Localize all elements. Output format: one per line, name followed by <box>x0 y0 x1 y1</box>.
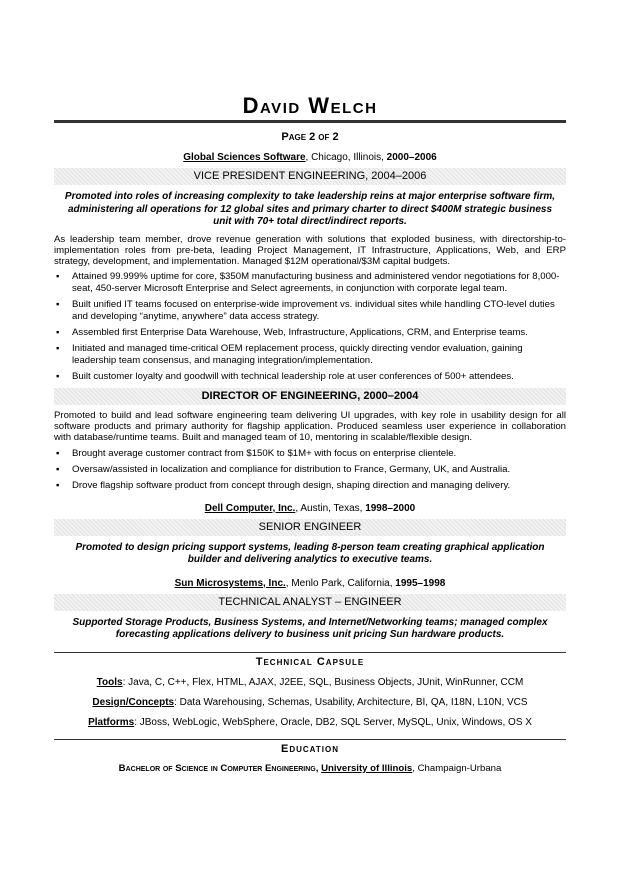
list-item: ▪ Brought average customer contract from $150K to $1M+ with focus on enterprise clientele. <box>56 447 457 459</box>
list-item: ▪ Built customer loyalty and goodwill with technical leadership role at user conferences of 500+ attendees. <box>56 371 514 383</box>
skill-label: Platforms <box>88 716 135 728</box>
achievement-list <box>54 271 566 382</box>
company-location: , Chicago, Illinois, <box>305 152 387 163</box>
role-intro: Supported Storage Products, Business Systems, and Internet/Networking teams; managed complex forecasting applications delivery to business unit pricing Sun hardware products. <box>72 616 548 641</box>
university: University of Illinois <box>321 762 413 774</box>
list-item: ▪ Drove flagship software product from concept through design, shaping direction and managing delivery. <box>56 480 511 492</box>
skills-platforms <box>54 716 566 729</box>
company-name: Dell Computer, Inc. <box>204 502 296 514</box>
company-location: , Austin, Texas, <box>295 502 366 514</box>
role-title-vp-engineering: VICE PRESIDENT ENGINEERING, 2004–2006 <box>54 168 566 185</box>
role-intro: Promoted to design pricing support systems, leading 8-person team creating graphical application builder and delivering analytics to executive teams. <box>75 541 545 566</box>
company-location: , Menlo Park, California, <box>285 577 396 589</box>
section-title-education: Education <box>281 742 339 755</box>
company-line-global-sciences <box>54 151 566 165</box>
company-years: 1998–2000 <box>365 502 416 514</box>
degree: Bachelor of Science in Computer Engineering, <box>118 762 322 774</box>
role-intro: Promoted into roles of increasing complexity to take leadership reins at major enterprise software firm, administering all operations for 12 global sites and primary charter to direct $400M strategic business unit with 70+ total direct/indirect reports. <box>64 191 556 227</box>
list-item: ▪ Oversaw/assisted in localization and compliance for distribution to France, Germany, UK, and Australia. <box>56 463 511 475</box>
candidate-name: David Welch <box>242 93 378 118</box>
company-name: Global Sciences Software <box>183 152 306 163</box>
role-title-technical-analyst: TECHNICAL ANALYST – ENGINEER <box>54 594 566 611</box>
achievement-list <box>54 448 566 492</box>
list-item: ▪ Initiated and managed time-critical OEM replacement process, quickly directing vendor evaluation, gaining leadership team consensus, and managing integration/implementation. <box>56 343 523 366</box>
list-item: ▪ Built unified IT teams focused on enterprise-wide improvement vs. individual sites while handling CTO-level duties and developing “anytime, anywhere” data access strategy. <box>56 299 555 322</box>
skill-label: Tools <box>96 676 123 688</box>
role-summary: As leadership team member, drove revenue generation with solutions that exploded business, with directorship-to-implementation roles from pre-beta, leading Project Management, IT Infrastructure, Applications, Web, and ERP strategy, development, and implementation. Managed $12M operational/$3M capital budgets. <box>54 233 566 268</box>
skills-tools <box>54 676 566 689</box>
list-item: ▪ Attained 99.999% uptime for core, $350M manufacturing business and administered vendor negotiations for 8,000-seat, 450-server Microsoft Enterprise and Select agreements, in conjunction with corporate legal team. <box>56 271 560 294</box>
skill-values: : JBoss, WebLogic, WebSphere, Oracle, DB2, SQL Server, MySQL, Unix, Windows, OS X <box>134 716 532 728</box>
education-line <box>54 762 566 775</box>
skill-values: : Data Warehousing, Schemas, Usability, Architecture, BI, QA, I18N, L10N, VCS <box>174 696 528 708</box>
section-rule <box>54 739 566 740</box>
role-title-senior-engineer: SENIOR ENGINEER <box>54 519 566 536</box>
skills-design <box>54 696 566 709</box>
skill-label: Design/Concepts <box>92 696 175 708</box>
company-years: 2000–2006 <box>386 152 437 163</box>
company-years: 1995–1998 <box>395 577 446 589</box>
company-line-dell <box>54 502 566 516</box>
skill-values: : Java, C, C++, Flex, HTML, AJAX, J2EE, SQL, Business Objects, JUnit, WinRunner, CCM <box>122 676 524 688</box>
company-name: Sun Microsystems, Inc. <box>174 577 286 589</box>
resume-page <box>54 0 566 775</box>
role-summary: Promoted to build and lead software engineering team delivering UI upgrades, with key role in usability design for all software products and primary authority for flagship application. Produced seamless user experience in collaboration with database/runtime teams. Built and managed team of 10, mentoring in scalable/flexible design. <box>54 409 566 444</box>
company-line-sun <box>54 577 566 591</box>
role-title-director-engineering: DIRECTOR OF ENGINEERING, 2000–2004 <box>54 388 566 405</box>
list-item: ▪ Assembled first Enterprise Data Warehouse, Web, Infrastructure, Applications, CRM, and Enterprise teams. <box>56 327 528 339</box>
header-rule <box>54 120 566 123</box>
section-title-technical: Technical Capsule <box>255 655 365 668</box>
university-location: , Champaign-Urbana <box>412 762 502 774</box>
section-rule <box>54 652 566 653</box>
page-number: Page 2 of 2 <box>281 131 339 143</box>
